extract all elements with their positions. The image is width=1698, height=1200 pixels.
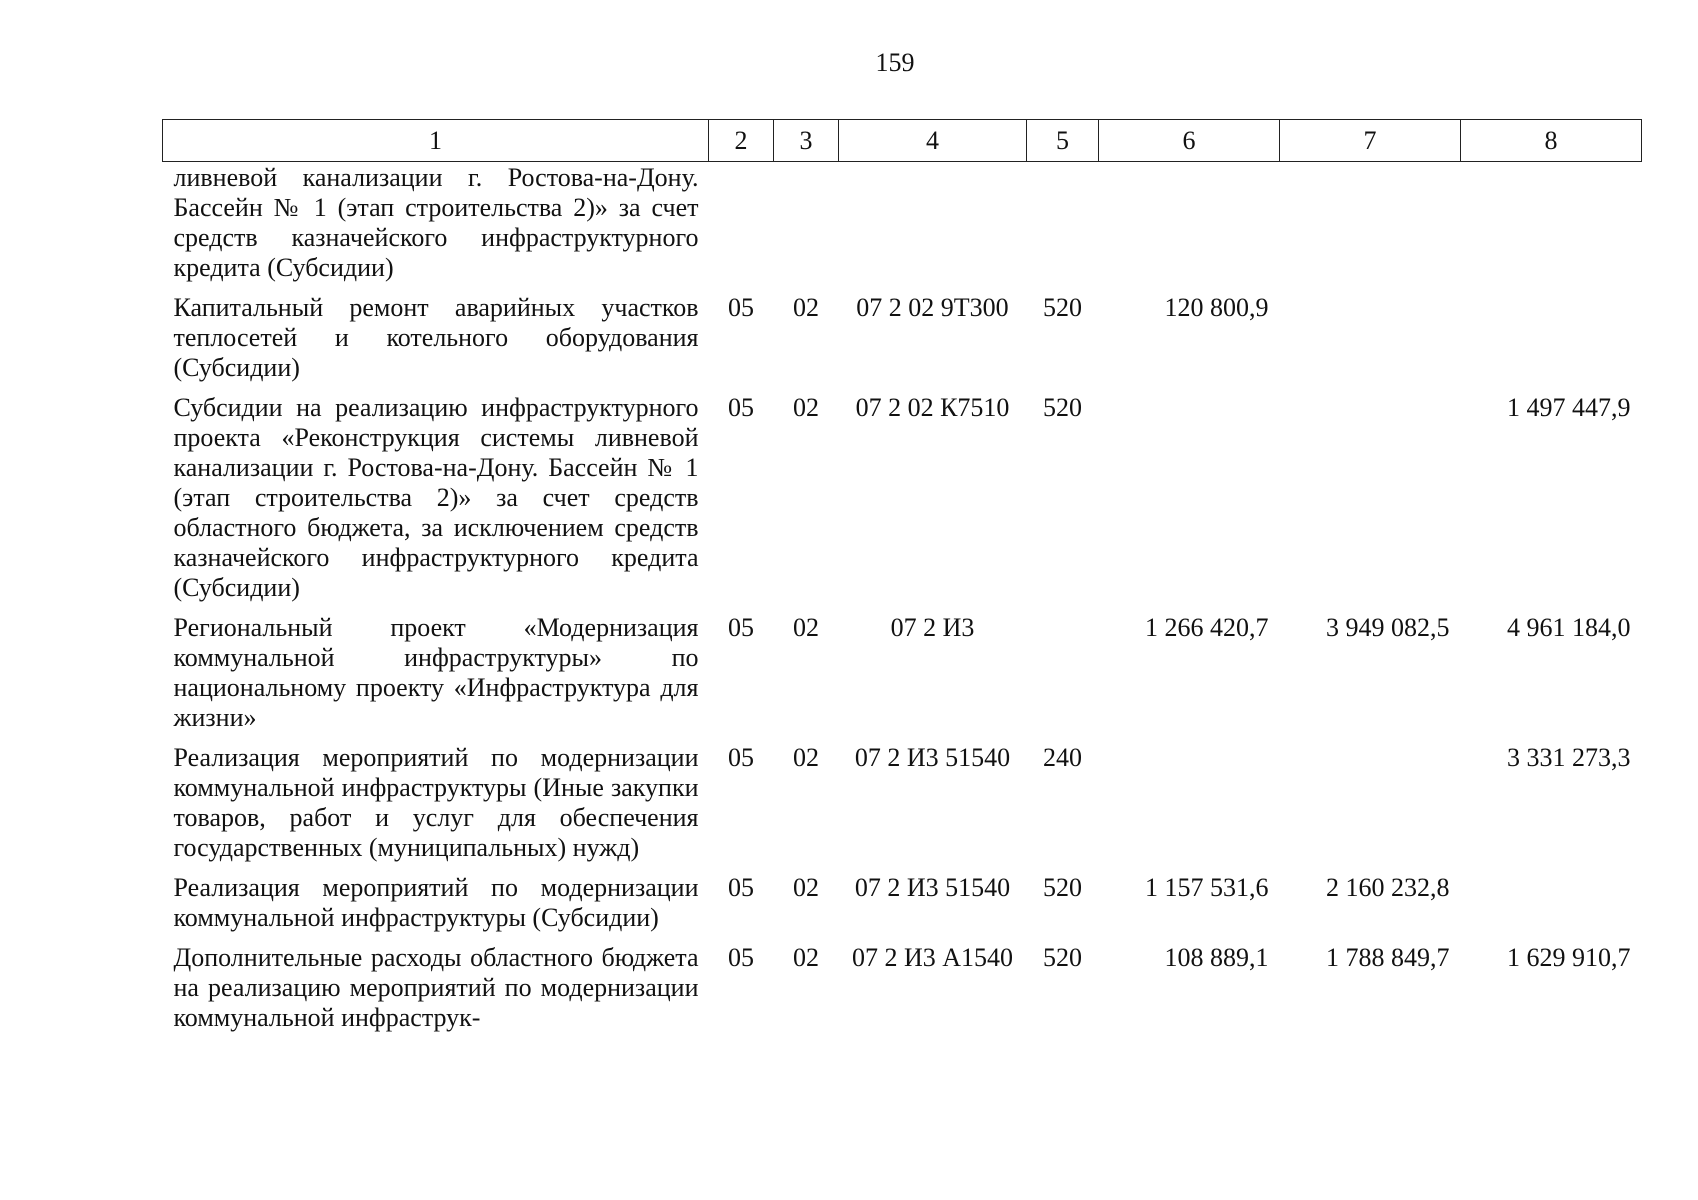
column-header: 6 [1099,120,1280,162]
amount-col-8 [1461,293,1642,393]
subsection-code: 02 [793,393,819,422]
amount-col-7 [1280,743,1461,873]
column-header: 5 [1027,120,1099,162]
amount-col-8: 3 331 273,3 [1507,743,1631,772]
amount-col-6: 1 266 420,7 [1145,613,1269,642]
amount-col-8 [1461,873,1642,943]
page-number: 159 [875,48,915,77]
column-header: 3 [774,120,839,162]
section-code [709,162,774,294]
budget-table [162,119,1642,1043]
column-header: 7 [1280,120,1461,162]
table-row [163,393,1642,613]
table-row [163,743,1642,873]
subsection-code: 02 [793,873,819,902]
section-code: 05 [728,943,754,972]
target-article-code: 07 2 И3 [890,613,975,642]
amount-col-6: 1 157 531,6 [1145,873,1269,902]
amount-col-8: 1 629 910,7 [1507,943,1631,972]
expense-type-code: 520 [1043,393,1082,422]
amount-col-6: 108 889,1 [1164,943,1269,972]
row-description: Дополнительные расходы областного бюджета на реализацию мероприятий по модернизации коммунальной инфраструк- [173,943,699,1032]
amount-col-6 [1099,393,1280,613]
amount-col-7 [1280,162,1461,294]
expense-type-code: 240 [1043,743,1082,772]
amount-col-7 [1280,393,1461,613]
section-code: 05 [728,393,754,422]
section-code: 05 [728,293,754,322]
table-row [163,873,1642,943]
amount-col-7 [1280,293,1461,393]
amount-col-7: 2 160 232,8 [1326,873,1450,902]
expense-type-code: 520 [1043,943,1082,972]
row-description: Региональный проект «Модернизация коммунальной инфраструктуры» по национальному проекту «Инфраструктура для жизни» [173,613,699,732]
subsection-code: 02 [793,743,819,772]
section-code: 05 [728,873,754,902]
row-description: Капитальный ремонт аварийных участков теплосетей и котельного оборудования (Субсидии) [173,293,699,382]
target-article-code: 07 2 И3 51540 [854,873,1011,902]
table-row [163,613,1642,743]
column-header: 1 [163,120,709,162]
amount-col-6 [1099,743,1280,873]
table-row [163,943,1642,1043]
subsection-code [774,162,839,294]
table-row [163,293,1642,393]
row-description: Реализация мероприятий по модернизации коммунальной инфраструктуры (Субсидии) [173,873,699,932]
target-article-code: 07 2 02 К7510 [855,393,1010,422]
subsection-code: 02 [793,293,819,322]
column-header: 2 [709,120,774,162]
table-header-row [163,120,1642,162]
amount-col-7: 1 788 849,7 [1326,943,1450,972]
row-description: Субсидии на реализацию инфраструктурного проекта «Реконструкция системы ливневой канализации г. Ростова-на-Дону. Бассейн № 1 (этап строительства 2)» за счет средств областного бюджета, за исключением средств казначейского инфраструктурного кредита (Субсидии) [173,393,699,602]
row-description: ливневой канализации г. Ростова-на-Дону. Бассейн № 1 (этап строительства 2)» за счет средств казначейского инфраструктурного кредита (Субсидии) [173,163,699,282]
column-header: 8 [1461,120,1642,162]
target-article-code: 07 2 02 9Т300 [856,293,1009,322]
amount-col-7: 3 949 082,5 [1326,613,1450,642]
amount-col-6 [1099,162,1280,294]
subsection-code: 02 [793,613,819,642]
target-article-code: 07 2 И3 А1540 [851,943,1014,972]
section-code: 05 [728,613,754,642]
section-code: 05 [728,743,754,772]
expense-type-code [1027,162,1099,294]
amount-col-6: 120 800,9 [1164,293,1269,322]
expense-type-code: 520 [1043,293,1082,322]
table-row [163,162,1642,294]
target-article-code: 07 2 И3 51540 [854,743,1011,772]
amount-col-8: 4 961 184,0 [1507,613,1631,642]
expense-type-code: 520 [1043,873,1082,902]
amount-col-8: 1 497 447,9 [1507,393,1631,422]
amount-col-8 [1461,162,1642,294]
row-description: Реализация мероприятий по модернизации коммунальной инфраструктуры (Иные закупки товаров, работ и услуг для обеспечения государственных (муниципальных) нужд) [173,743,699,862]
target-article-code [839,162,1027,294]
subsection-code: 02 [793,943,819,972]
column-header: 4 [839,120,1027,162]
expense-type-code [1027,613,1099,743]
